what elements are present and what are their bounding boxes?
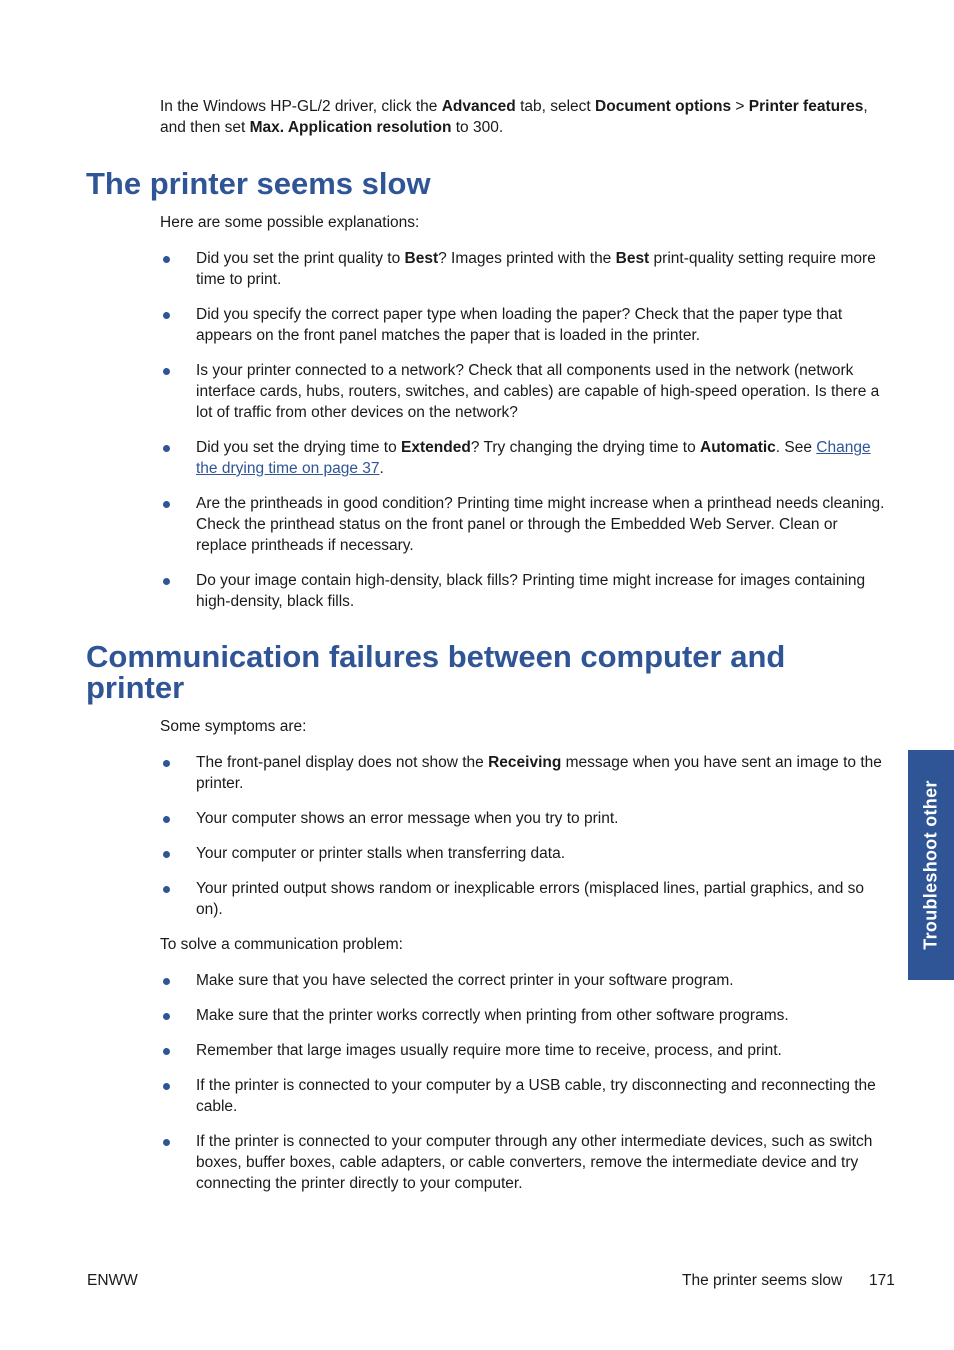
item-text: Did you set the drying time to	[196, 439, 402, 456]
intro-text: , and then set	[160, 98, 868, 136]
item-text: The front-panel display does not show the	[196, 754, 489, 771]
item-text: . See	[775, 439, 817, 456]
list-item	[160, 493, 885, 556]
list-item	[160, 570, 885, 612]
intro-paragraph	[160, 96, 880, 138]
bullet-icon	[163, 1013, 170, 1020]
chapter-side-tab	[908, 750, 954, 980]
list-item	[160, 1040, 885, 1061]
list-item	[160, 1131, 885, 1194]
section-lead-symptoms: Some symptoms are:	[160, 718, 307, 735]
section-lead-solve: To solve a communication problem:	[160, 936, 403, 953]
item-text: If the printer is connected to your computer by a USB cable, try disconnecting and reconnecting the cable.	[196, 1077, 876, 1115]
item-bold: Best	[615, 250, 650, 267]
section-heading-printer-slow: The printer seems slow	[86, 166, 431, 201]
item-text: Your printed output shows random or inexplicable errors (misplaced lines, partial graphics, and so on).	[196, 880, 864, 918]
footer-page-number: 171	[869, 1272, 895, 1289]
bullet-icon	[163, 1048, 170, 1055]
section-heading-communication-failures: Communication failures between computer and printer	[86, 639, 786, 705]
list-item	[160, 304, 885, 346]
bullet-icon	[163, 368, 170, 375]
chapter-side-tab-label: Troubleshoot other	[920, 780, 941, 950]
list-item	[160, 970, 885, 991]
bullet-icon	[163, 1083, 170, 1090]
item-text: Do your image contain high-density, black fills? Printing time might increase for images containing high-density, black fills.	[196, 572, 866, 610]
bullet-icon	[163, 886, 170, 893]
footer-doc-code: ENWW	[87, 1272, 138, 1289]
intro-text: tab, select	[515, 98, 596, 115]
item-text: .	[379, 460, 384, 477]
list-item	[160, 248, 885, 290]
item-text: Is your printer connected to a network? Check that all components used in the network (network interface cards, hubs, routers, switches, and cables) are capable of high-speed operation. Is there a lot of traffic from other devices on the network?	[196, 362, 880, 421]
symptoms-list	[160, 752, 885, 934]
bullet-icon	[163, 578, 170, 585]
intro-bold-advanced: Advanced	[441, 98, 516, 115]
drying-time-link[interactable]: Change the drying time on page 37	[196, 439, 871, 477]
item-text: Make sure that the printer works correctly when printing from other software programs.	[196, 1007, 789, 1024]
item-text: print-quality setting require more time to print.	[196, 250, 876, 288]
item-text: message when you have sent an image to the printer.	[196, 754, 882, 792]
solutions-list	[160, 970, 885, 1208]
bullet-icon	[163, 501, 170, 508]
intro-text: to 300.	[451, 119, 504, 136]
bullet-icon	[163, 816, 170, 823]
list-item	[160, 808, 885, 829]
list-item	[160, 360, 885, 423]
item-bold: Receiving	[488, 754, 562, 771]
intro-bold-printer-features: Printer features	[748, 98, 864, 115]
section-lead-explanations: Here are some possible explanations:	[160, 214, 420, 231]
list-item	[160, 752, 885, 794]
bullet-icon	[163, 256, 170, 263]
item-text: Remember that large images usually require more time to receive, process, and print.	[196, 1042, 782, 1059]
item-bold: Extended	[401, 439, 471, 456]
bullet-icon	[163, 978, 170, 985]
item-bold: Automatic	[700, 439, 776, 456]
list-item	[160, 1005, 885, 1026]
item-text: ? Images printed with the	[438, 250, 616, 267]
item-text: If the printer is connected to your computer through any other intermediate devices, such as switch boxes, buffer boxes, cable adapters, or cable converters, remove the intermediate device and try connecting the printer directly to your computer.	[196, 1133, 873, 1192]
intro-text: >	[731, 98, 749, 115]
item-bold: Best	[404, 250, 439, 267]
intro-bold-max-resolution: Max. Application resolution	[249, 119, 452, 136]
list-item	[160, 843, 885, 864]
item-text: Are the printheads in good condition? Printing time might increase when a printhead needs cleaning. Check the printhead status on the front panel or through the Embedded Web Server. Clean or replace printheads if necessary.	[196, 495, 885, 554]
list-item	[160, 878, 885, 920]
bullet-icon	[163, 312, 170, 319]
explanations-list	[160, 248, 885, 626]
item-text: Make sure that you have selected the correct printer in your software program.	[196, 972, 734, 989]
intro-text: In the Windows HP-GL/2 driver, click the	[160, 98, 442, 115]
bullet-icon	[163, 1139, 170, 1146]
bullet-icon	[163, 851, 170, 858]
item-text: ? Try changing the drying time to	[470, 439, 700, 456]
item-text: Did you specify the correct paper type when loading the paper? Check that the paper type that appears on the front panel matches the paper that is loaded in the printer.	[196, 306, 843, 344]
footer-section-title: The printer seems slow	[682, 1272, 843, 1289]
intro-bold-document-options: Document options	[595, 98, 732, 115]
list-item	[160, 1075, 885, 1117]
item-text: Your computer or printer stalls when transferring data.	[196, 845, 566, 862]
bullet-icon	[163, 445, 170, 452]
item-text: Did you set the print quality to	[196, 250, 405, 267]
bullet-icon	[163, 760, 170, 767]
list-item	[160, 437, 885, 479]
item-text: Your computer shows an error message when you try to print.	[196, 810, 619, 827]
